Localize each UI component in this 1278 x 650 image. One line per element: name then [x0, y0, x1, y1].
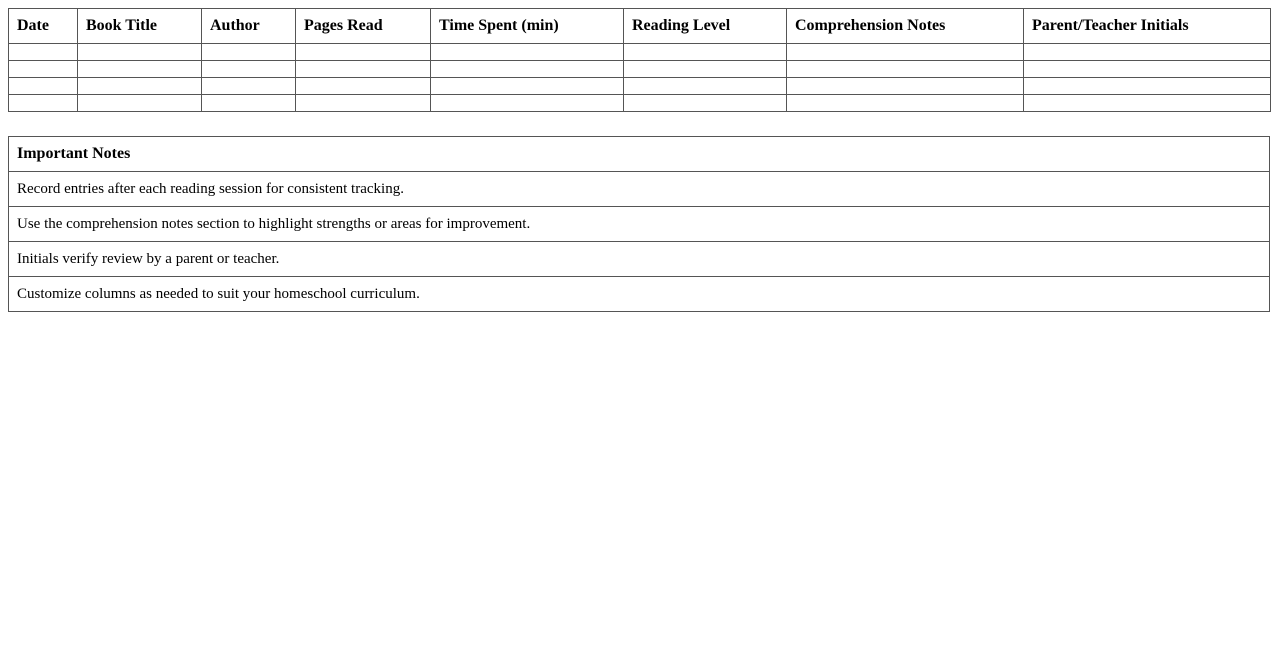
column-header-comprehension-notes: Comprehension Notes — [787, 9, 1024, 44]
table-cell[interactable] — [202, 78, 296, 95]
table-row — [9, 95, 1271, 112]
table-cell[interactable] — [202, 95, 296, 112]
table-cell[interactable] — [78, 44, 202, 61]
reading-log-table — [8, 8, 1271, 112]
column-header-date: Date — [9, 9, 78, 44]
column-header-initials: Parent/Teacher Initials — [1024, 9, 1271, 44]
table-row — [9, 78, 1271, 95]
table-cell[interactable] — [78, 78, 202, 95]
table-cell[interactable] — [431, 61, 624, 78]
note-text: Initials verify review by a parent or teacher. — [9, 242, 1270, 277]
table-cell[interactable] — [1024, 78, 1271, 95]
table-cell[interactable] — [296, 61, 431, 78]
table-cell[interactable] — [9, 95, 78, 112]
table-cell[interactable] — [787, 95, 1024, 112]
note-text: Customize columns as needed to suit your homeschool curriculum. — [9, 277, 1270, 312]
table-cell[interactable] — [431, 95, 624, 112]
note-text: Record entries after each reading session for consistent tracking. — [9, 172, 1270, 207]
table-cell[interactable] — [624, 61, 787, 78]
column-header-author: Author — [202, 9, 296, 44]
table-cell[interactable] — [787, 78, 1024, 95]
table-cell[interactable] — [624, 78, 787, 95]
column-header-reading-level: Reading Level — [624, 9, 787, 44]
table-header-row — [9, 9, 1271, 44]
table-cell[interactable] — [9, 78, 78, 95]
list-item — [9, 277, 1270, 312]
table-cell[interactable] — [9, 61, 78, 78]
table-cell[interactable] — [1024, 95, 1271, 112]
table-cell[interactable] — [202, 61, 296, 78]
page — [0, 0, 1278, 312]
table-cell[interactable] — [624, 44, 787, 61]
column-header-pages-read: Pages Read — [296, 9, 431, 44]
table-cell[interactable] — [1024, 44, 1271, 61]
table-cell[interactable] — [78, 95, 202, 112]
table-cell[interactable] — [787, 61, 1024, 78]
table-cell[interactable] — [624, 95, 787, 112]
table-cell[interactable] — [202, 44, 296, 61]
table-cell[interactable] — [431, 78, 624, 95]
table-cell[interactable] — [787, 44, 1024, 61]
list-item — [9, 242, 1270, 277]
important-notes-table — [8, 136, 1270, 312]
column-header-book-title: Book Title — [78, 9, 202, 44]
notes-header-row — [9, 137, 1270, 172]
table-cell[interactable] — [78, 61, 202, 78]
list-item — [9, 172, 1270, 207]
table-cell[interactable] — [431, 44, 624, 61]
table-row — [9, 61, 1271, 78]
table-cell[interactable] — [9, 44, 78, 61]
table-cell[interactable] — [296, 95, 431, 112]
table-cell[interactable] — [296, 44, 431, 61]
notes-heading: Important Notes — [9, 137, 1270, 172]
list-item — [9, 207, 1270, 242]
table-cell[interactable] — [296, 78, 431, 95]
reading-log-body — [9, 44, 1271, 112]
table-cell[interactable] — [1024, 61, 1271, 78]
note-text: Use the comprehension notes section to highlight strengths or areas for improvement. — [9, 207, 1270, 242]
column-header-time-spent: Time Spent (min) — [431, 9, 624, 44]
table-row — [9, 44, 1271, 61]
